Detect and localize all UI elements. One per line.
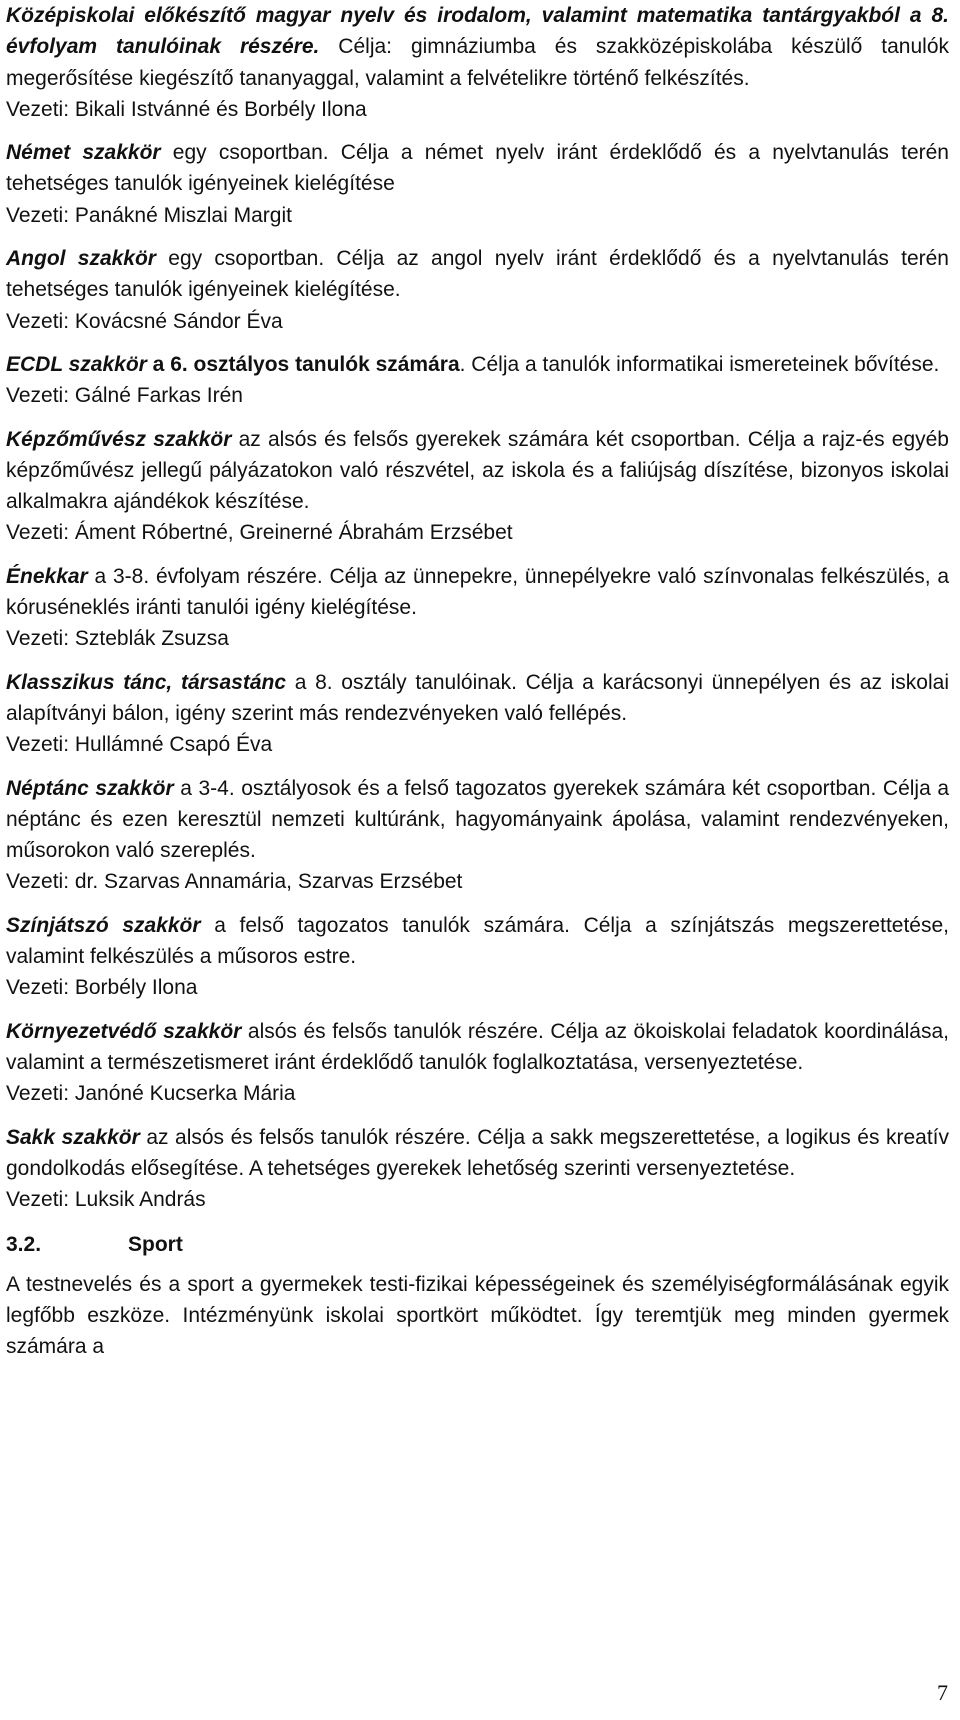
paragraph-sport: A testnevelés és a sport a gyermekek testi-fizikai képességeinek és személyiségformálásának egyik legfőbb eszköze. Intézményünk iskolai sportkört működtet. Így teremtjük meg minden gyermek számára a: [6, 1272, 949, 1359]
neptanc-text: a 3-4. osztályosok és a felső tagozatos gyerekek számára két csoportban. Célja a néptánc és ezen keresztül nemzeti kultúránk, hagyományaink ápolása, valamint rendezvényeken, műsorokon való szereplés.: [6, 776, 950, 863]
sakk-leader: Vezeti: Luksik András: [6, 1188, 206, 1212]
enekkar-text: a 3-8. évfolyam részére. Célja az ünnepekre, ünnepélyekre való színvonalas felkészülés, a kórusénekl​és iránti tanulói igény kielégítése.: [6, 564, 949, 620]
angol-title: Angol szakkör: [6, 247, 156, 271]
ecdl-title: ECDL szakkör: [6, 352, 147, 376]
section-heading-sport: [6, 1229, 949, 1260]
angol-leader: Vezeti: Kovácsné Sándor Éva: [6, 309, 283, 333]
nemet-leader: Vezeti: Panákné Miszlai Margit: [6, 203, 292, 227]
document-page: [6, 0, 949, 1363]
kornyezet-title: Környezetvédő szakkör: [6, 1019, 242, 1043]
sakk-title: Sakk szakkör: [6, 1125, 140, 1149]
neptanc-leader: Vezeti: dr. Szarvas Annamária, Szarvas Erzsébet: [6, 870, 463, 894]
page-number: 7: [937, 1680, 948, 1705]
szinjatszo-leader: Vezeti: Borbély Ilona: [6, 976, 198, 1000]
paragraph-enekkar: [6, 561, 949, 624]
intro-leader: Vezeti: Bikali Istvánné és Borbély Ilona: [6, 97, 367, 121]
szinjatszo-title: Színjátszó szakkör: [6, 913, 201, 937]
nemet-title: Német szakkör: [6, 141, 161, 165]
kepzo-text: az alsós és felsős gyerekek számára két csoportban. Célja a rajz-és egyéb képzőművész jellegű pályázatokon való részvétel, az iskola és a faliújság díszítése, bizonyos iskolai alkalmakra ajándékok készítése.: [6, 427, 949, 514]
sakk-text: az alsós és felsős tanulók részére. Célja a sakk megszerettetése, a logikus és kreatív gondolkodás elősegítése. A tehetséges gyerekek lehetőség szerinti versenyeztetése.: [6, 1125, 949, 1180]
enekkar-leader: Vezeti: Szteblák Zsuzsa: [6, 627, 229, 651]
paragraph-intro: [6, 0, 949, 94]
angol-text: egy csoportban. Célja az angol nyelv iránt érdeklődő és a nyelvtanulás terén tehetséges tanulók igényeinek kielégítése.: [6, 247, 949, 302]
neptanc-title: Néptánc szakkör: [6, 776, 174, 800]
enekkar-title: Énekkar: [6, 564, 88, 588]
ecdl-text: . Célja a tanulók informatikai ismereteinek bővítése.: [459, 352, 940, 376]
intro-title: Középiskolai előkészítő magyar nyelv és irodalom, valamint matematika tantárgyakból a 8. évfolyam tanulóinak részére.: [6, 4, 949, 59]
paragraph-tanc: [6, 667, 949, 730]
paragraph-szinjatszo: [6, 910, 949, 973]
paragraph-nemet: [6, 137, 949, 200]
ecdl-title-rest: a 6. osztályos tanulók számára: [146, 352, 460, 376]
kornyezet-leader: Vezeti: Janóné Kucserka Mária: [6, 1082, 296, 1106]
section-number: 3.2.: [6, 1233, 42, 1257]
paragraph-neptanc: [6, 773, 949, 867]
kepzo-title: Képzőművész szakkör: [6, 427, 232, 451]
ecdl-leader: Vezeti: Gálné Farkas Irén: [6, 384, 243, 408]
tanc-title: Klasszikus tánc, társastánc: [6, 670, 287, 694]
paragraph-kornyezet: [6, 1016, 949, 1079]
kepzo-leader: Vezeti: Áment Róbertné, Greinerné Ábrahám Erzsébet: [6, 521, 513, 545]
section-title: Sport: [128, 1233, 183, 1257]
paragraph-sakk: [6, 1122, 949, 1185]
paragraph-ecdl: [6, 349, 949, 380]
szinjatszo-text: a felső tagozatos tanulók számára. Célja a színjátszás megszerettetése, valamint felkészülés a műsoros estre.: [6, 913, 949, 969]
intro-text: Célja: gimnáziumba és szakközépiskolába készülő tanulók megerősítése kiegészítő tananyaggal, valamint a felvételikre történő felkészítés.: [6, 35, 950, 90]
tanc-text: a 8. osztály tanulóinak. Célja a karácsonyi ünnepélyen és az iskolai alapítványi bálon, igény szerint más rendezvényeken való fellépés.: [6, 670, 949, 725]
kornyezet-text: alsós és felsős tanulók részére. Célja az ökoiskolai feladatok koordinálása, valamint a természetismeret iránt érdeklődő tanulók foglalkoztatása, versenyeztetése.: [6, 1019, 950, 1074]
tanc-leader: Vezeti: Hullámné Csapó Éva: [6, 733, 273, 757]
paragraph-angol: [6, 243, 949, 306]
paragraph-kepzo: [6, 424, 949, 518]
nemet-text: egy csoportban. Célja a német nyelv iránt érdeklődő és a nyelvtanulás terén tehetséges tanulók igényeinek kielégítése: [6, 141, 949, 196]
